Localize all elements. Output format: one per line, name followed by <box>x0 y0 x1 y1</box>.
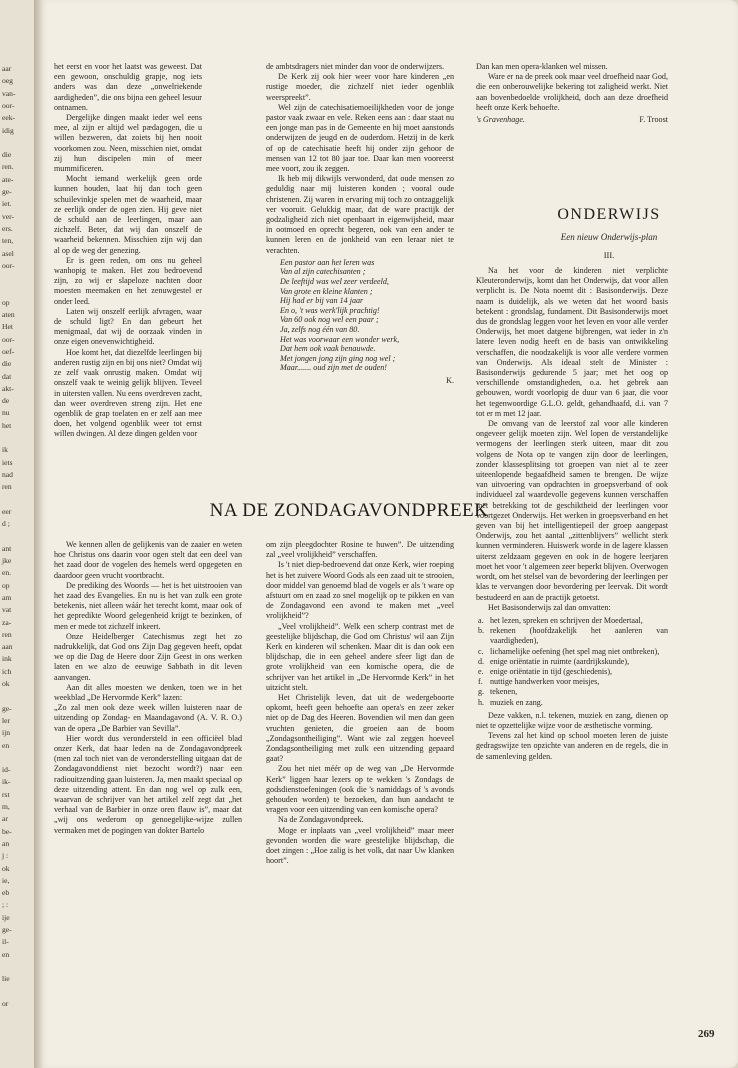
paragraph: Hoe komt het, dat diezelfde leerlingen bij anderen rustig zijn en bij ons niet? Omdat wij ze zelf vaak onrustig maken. Omdat wij onszelf vaak te weinig gelijk blijven. Teveel in uitersten vallen. Nu eens overdreven zacht, dan weer overdreven streng zijn. Het ene ogenblik de grap toelaten en er zelf aan mee doen, het volgend ogenblik weer tot ernst willen dwingen. Al deze dingen gelden voor <box>54 347 202 439</box>
article-column-left <box>54 540 242 1020</box>
list-letter: d. <box>478 656 485 666</box>
article-title-zondagavondpreek: NA DE ZONDAGAVONDPREEK <box>209 500 489 521</box>
page-number: 269 <box>698 1028 715 1040</box>
list-item <box>478 666 668 677</box>
facing-page-fragment: ik- <box>2 777 11 787</box>
paragraph: om zijn pleegdochter Rosine te huwen”. De uitzending zal „veel vrolijkheid” verschaffen. <box>266 540 454 560</box>
paragraph: Zou het niet méér op de weg van „De Hervormde Kerk” liggen haar lezers op te wekken 's Zondags de godsdienstoefeningen (ook die 's namiddags of 's avonds gehouden worden) te bezoeken, dan hun aandacht te vragen voor een uitzending van een komische opera? <box>266 764 454 815</box>
paragraph: De Kerk zij ook hier weer voor hare kinderen „en rustige moeder, die zichzelf niet ieder ogenblik weerspreekt”. <box>266 72 454 102</box>
facing-page-fragment: die <box>2 359 12 369</box>
paragraph: De prediking des Woords — het is het uitstrooien van het zaad des Evangelies. En nu is het van zulk een grote betekenis, niet alleen wáár het terecht komt, maar ook of het gepredikte Woord gelegenheid krijgt te bezinken, of men er mede tot zichzelf inkeert. <box>54 580 242 631</box>
paragraph: Na de Zondagavondpreek. <box>278 815 364 825</box>
list-item <box>478 687 668 697</box>
facing-page-fragment: oor- <box>2 100 15 110</box>
facing-page-fragment: oor- <box>2 260 15 270</box>
facing-page-fragment: id- <box>2 765 11 775</box>
facing-page-fragment: oeg <box>2 76 13 86</box>
paragraph: Het Christelijk leven, dat uit de wedergeboorte opkomt, heeft geen behoefte aan opera's en zeer zeker niet op de Dag des Heeren. Bovendien wil men dan geen vruchten genieten, die groeien aan de boom „Zondagsontheiliging”. Want wie zal zeggen hoeveel Zondagsontheiliging met zulk een uitzending gepaard gaat? <box>266 693 454 764</box>
facing-page-fragment: ate- <box>2 174 14 184</box>
facing-page-fragment: die <box>2 150 12 160</box>
facing-page-fragment: eek- <box>2 113 16 123</box>
list-item <box>478 697 668 708</box>
facing-page-fragment: il- <box>2 937 9 947</box>
poem-line: Het was voorwaar een wonder werk, <box>280 334 400 344</box>
facing-page-fragment: Het <box>2 322 13 332</box>
facing-page-fragment: iet. <box>2 199 12 209</box>
facing-page-fragment: en <box>2 740 10 750</box>
paragraph: Er is geen reden, om ons nu geheel wanhopig te maken. Het zou bedroevend zijn, zo wij er slapeloze nachten door moesten meemaken en het zenuwgestel er onder leed. <box>54 255 202 306</box>
facing-page-fragment: am <box>2 592 12 602</box>
paragraph: Dergelijke dingen maakt ieder wel eens mee, al zijn er altijd wel pædagogen, die u willen bezweren, dat zoiets bij hen nooit voorkomen zou. Neen, misschien niet, omdat zij hun discipelen min of meer mummificeren. <box>54 113 202 174</box>
facing-page-fragment: aten <box>2 310 15 319</box>
facing-page-fragment: en. <box>2 568 12 578</box>
facing-page-fragment: ijn <box>2 728 11 738</box>
facing-page-edge <box>0 0 34 1068</box>
facing-page-fragment: oef- <box>2 346 15 356</box>
facing-page-fragment: ver- <box>2 211 15 221</box>
facing-page-fragment: d ; <box>2 519 10 529</box>
facing-page-fragment: ar <box>2 814 8 824</box>
column-middle-top <box>266 62 454 476</box>
facing-page-fragment: ich <box>2 666 12 676</box>
facing-page-fragment: iets <box>2 457 13 467</box>
block-quote: „Zo zal men ook deze week willen luisteren naar de uitzending op Zondag- en Maandagavond (A. V. R. O.) van de opera „De Barbier van Sevilla”. <box>54 703 242 733</box>
poem <box>280 258 454 373</box>
paragraph: de ambtsdragers niet minder dan voor de onderwijzers. <box>266 62 445 71</box>
facing-page-fragment: ok <box>2 679 10 688</box>
facing-page-fragment: van- <box>2 88 16 98</box>
book-spine <box>34 0 44 1068</box>
list-text: tekenen, <box>490 687 518 697</box>
column-right-body <box>476 266 668 1014</box>
facing-page-fragment: ge- <box>2 925 12 934</box>
list-letter: a. <box>478 615 484 625</box>
facing-page-fragment: idig <box>2 125 14 135</box>
paragraph: Wel zijn de catechisatiemoeilijkheden voor de jonge pastor vaak zwaar en vele. Reken eens aan : daar staat nu een jonge man pas in de Gemeente en hij moet aanstonds onderwijzen de jeugd en de ouderdom. Hetzij in de kerk of op de catechisatie heeft hij onder zijn gehoor de mensen van 12 tot 80 jaar toe. Daar kan men vooreerst mee voort, zou ik zeggen. <box>266 102 454 174</box>
facing-page-fragment: rst <box>2 789 10 799</box>
facing-page-fragment: ers. <box>2 223 13 233</box>
paragraph: Deze vakken, n.l. tekenen, muziek en zang, dienen op niet te opzettelijke wijze voor de æsthetische vorming. <box>476 710 668 730</box>
place: 's Gravenhage. <box>476 115 525 125</box>
list-letter: f. <box>478 677 483 687</box>
paragraph: Dan kan men opera-klanken wel missen. <box>476 62 608 71</box>
section-title-onderwijs: ONDERWIJS <box>557 206 661 223</box>
facing-page-fragment: m, <box>2 802 10 811</box>
paragraph: Na het voor de kinderen niet verplichte Kleuteronderwijs, komt dan het Onderwijs, dat voor allen verplicht is. De Nota noemt dit : Basisonderwijs. Deze naam is duidelijk, als we weten dat het woord basis betekent : grondslag, fundament. Dit Basisonderwijs moet dus de grondslag leggen voor het leven en voor alle verder Onderwijs, het moet datgene bijbrengen, wat ieder in z'n latere leven nodig heeft en de basis van ontwikkeling verschaffen, die noodzakelijk is voor alle verdere vormen van Onderwijs. Als ideaal stelt de Minister : Basisonderwijs gedurende 5 jaar; met het oog op verschillende omstandigheden, o.a. het gebrek aan gebouwen, wordt voorlopig de duur van 6 jaar, die voor het tegenwoordige G.L.O. geldt, gehandhaafd, d.i. van 7 tot er m met 12 jaar. <box>476 266 668 418</box>
list-text: lichamelijke oefening (het spel mag niet ontbreken), <box>490 646 660 656</box>
poem-line: Met jongen jong zijn ging nog wel ; <box>280 353 396 363</box>
facing-page-fragment: ge- <box>2 187 12 196</box>
facing-page-fragment: ren. <box>2 162 14 172</box>
column-left-top <box>54 62 202 476</box>
poem-line: De leeftijd was wel zeer verdeeld, <box>280 277 389 287</box>
facing-page-fragment: eb <box>2 888 10 898</box>
facing-page-fragment: be- <box>2 826 12 836</box>
facing-page-fragment: ik <box>2 445 8 455</box>
facing-page-fragment: nu <box>2 408 10 418</box>
facing-page-fragment: lie <box>2 974 10 984</box>
list-item <box>478 615 668 626</box>
poem-line: Een pastor aan het leren was <box>280 257 375 267</box>
list-letter: b. <box>478 626 485 636</box>
list-letter: g. <box>478 687 485 697</box>
facing-page-fragment: ok <box>2 863 10 873</box>
paragraph: Laten wij onszelf eerlijk afvragen, waar de schuld ligt? En dan gebeurt het menigmaal, dat wij de oorzaak vinden in onze eigen onevenwichtigheid. <box>54 306 202 347</box>
facing-page-fragment: oor- <box>2 334 15 344</box>
facing-page-fragment: het <box>2 420 12 430</box>
paragraph: We kennen allen de gelijkenis van de zaaier en weten hoe Christus ons daarin voor ogen stelt dat een deel van het zaad door de vogelen des hemels werd opgegeten en daardoor geen vrucht voortbracht. <box>54 540 242 580</box>
paragraph: Aan dit alles moesten we denken, toen we in het weekblad „De Hervormde Kerk” lazen: <box>54 682 242 703</box>
poem-line: Hij had er bij van 14 jaar <box>280 296 364 306</box>
facing-page-fragment: ten, <box>2 236 14 246</box>
facing-page-fragment: asel <box>2 248 14 258</box>
facing-page-fragment: or <box>2 998 9 1008</box>
facing-page-fragment: aan <box>2 642 13 652</box>
facing-page-fragment: nad <box>2 469 13 479</box>
facing-page-fragment: ren <box>2 482 12 492</box>
paragraph: Hier wordt dus verondersteld in een officiëel blad onzer Kerk, dat haar leden na de Zondagavondpreek (men zal toch niet van de veronderstelling uitgaan dat de Zondagavonddienst niet bezocht wordt?) naar een radiouitzending gaan luisteren. Ja, men maakt speciaal op deze uitzending attent. En dan nog wel op zulk een, waarvan de schrijver van het artikel zelf zegt dat „het verhaal van de Barbier in onze oren flauw is”, maar dat „wij ons wederom op genoegelijke-wijze zullen vermaken met de pogingen van dokter Bartelo <box>54 733 242 835</box>
list-item <box>478 677 668 687</box>
paragraph: Mocht iemand werkelijk geen orde kunnen houden, laat hij dan toch geen schuilevinkje spelen met de waarheid, maar ze eerlijk onder de ogen zien. Hij geve niet de schuld aan de leerlingen, maar aan zichzelf. Beter, dat wij dan onszelf de waarheid bekennen. Misschien zijn wij dan al op de weg der genezing. <box>54 174 202 255</box>
facing-page-fragment: jke <box>2 556 12 565</box>
facing-page-fragment: ie, <box>2 875 10 885</box>
list-text: enige oriëntatie in tijd (geschiedenis), <box>490 666 613 676</box>
facing-page-fragment: j : <box>2 851 9 861</box>
facing-page-fragment: aar <box>2 64 12 73</box>
poem-line: Maar....... oud zijn met de ouden! <box>280 363 388 373</box>
facing-page-fragment: eer <box>2 506 12 516</box>
paragraph: „Veel vrolijkheid”. Welk een scherp contrast met de geestelijke blijdschap, die God om Christus' wil aan Zijn Kerk en kinderen wil schenken. Maar dit is dan ook een blijdschap, die in een geheel andere sfeer ligt dan de grote vrolijkheid van een komische opera, die de schrijver van het artikel in „De Hervormde Kerk” in het uitzicht stelt. <box>266 621 454 692</box>
list-letter: c. <box>478 646 484 656</box>
facing-page-fragment: vat <box>2 605 12 615</box>
paragraph: het eerst en voor het laatst was geweest. Dat een gewoon, onschuldig grapje, nog iets anders was dan deze „onwelriekende aardigheden”, die ons bijna een geheel lesuur ontnamen. <box>54 62 202 112</box>
facing-page-fragment: ge- <box>2 703 12 713</box>
subject-list <box>476 616 668 708</box>
poem-line: Van grote en kleine klanten ; <box>280 286 373 296</box>
facing-page-fragment: op <box>2 297 10 307</box>
facing-page-fragment: za- <box>2 617 12 627</box>
paragraph: Is 't niet diep-bedroevend dat onze Kerk, wier roeping het is het zuivere Woord Gods als een zaad uit te strooien, door middel van genoemd blad de vogels er als 't ware op afstuurt om en zaad zo snel mogelijk op te pikken en van de Zondagavond een avond te maken met „veel vrolijkheid”? <box>266 560 454 621</box>
paragraph: De omvang van de leerstof zal voor alle kinderen ongeveer gelijk moeten zijn. Wel lopen de verstandelijke vermogens der leerlingen sterk uiteen, maar dit zou volgens de Nota op te vangen zijn door de leerlingen, zonder klassesplitsing tot groepen van niet al te zeer uiteenlopende begaafdheid samen te brengen. De wijze van uitvoering van opdrachten in groepsverband of ook individueel zal waardevolle gegevens kunnen verschaffen met betrekking tot de geschiktheid der leerlingen voor voortgezet Onderwijs. Het werken in groepsverband en het geven van bij het intelligentiepeil der groep aangepast Onderwijs, zou het aantal „zittenblijvers” wellicht sterk kunnen verminderen. Huiswerk worde in de lagere klassen uiterst zeldzaam gegeven en ook in de hogere leerjaren moet het voor 't algemeen zeer beperkt blijven. Overwogen wordt, om het stelsel van de bevordering der leerlingen per klas te vervangen door bevordering per leervak. Dit wordt bestudeerd en aan de practijk getoetst. <box>476 419 668 602</box>
facing-page-fragment: de <box>2 396 10 406</box>
facing-page-fragment: ren <box>2 629 12 639</box>
poem-line: Dat hem ook vaak benauwde. <box>280 344 376 354</box>
facing-page-fragment: ler <box>2 715 11 725</box>
signature-row <box>476 115 668 125</box>
list-text: muziek en zang. <box>490 697 543 707</box>
column-right-top <box>476 62 668 162</box>
page <box>44 0 738 1068</box>
facing-page-fragment: ije <box>2 912 10 922</box>
paragraph: Ware er na de preek ook maar veel droefheid naar God, die een onberouwelijke bekering tot zaligheid werkt. Niet aan bovenbedoelde vrolijkheid, doch aan deze droefheid heeft onze Kerk behoefte. <box>476 72 668 112</box>
facing-page-fragment: an <box>2 838 10 848</box>
poem-line: En o, 't was werk'lijk prachtig! <box>280 305 380 315</box>
facing-page-fragment: dat <box>2 371 12 381</box>
list-text: het lezen, spreken en schrijven der Moedertaal, <box>490 615 643 625</box>
author: F. Troost <box>639 115 668 125</box>
poem-line: Ja, zelfs nog één van 80. <box>280 325 360 335</box>
list-text: rekenen (hoofdzakelijk het aanleren van vaardigheden), <box>490 626 668 646</box>
list-text: nuttige handwerken voor meisjes, <box>490 677 600 687</box>
facing-page-fragment: op <box>2 580 10 590</box>
paragraph: Ik heb mij dikwijls verwonderd, dat oude mensen zo geduldig naar mij luisteren konden ; vooral oude christenen. Zij waren in ervaring mij toch zo ontzaggelijk ver vooruit. Gelukkig maar, dat de ware practijk der godzaligheid zich niet openbaart in eigenwijsheid, maar in ootmoed en oprecht begeren, ook van een ander te kunnen leren en de jonkheid van een leraar niet te verachten. <box>266 174 454 255</box>
poem-line: Van al zijn catechisanten ; <box>280 267 366 277</box>
part-number: III. <box>603 250 615 260</box>
paragraph: Moge er inplaats van „veel vrolijkheid” maar meer gevonden worden die ware geestelijke blijdschap, die doet zingen : „Hoe zalig is het volk, dat naar Uw klanken hoort”. <box>266 825 454 866</box>
section-subtitle: Een nieuw Onderwijs-plan <box>560 232 658 242</box>
list-letter: e. <box>478 666 484 676</box>
list-letter: h. <box>478 697 485 707</box>
paragraph: Het Basisonderwijs zal dan omvatten: <box>488 602 611 612</box>
poem-line: Van 60 ook nog wel een paar ; <box>280 315 379 325</box>
facing-page-fragment: ant <box>2 543 12 553</box>
facing-page-fragment: ; : <box>2 900 9 910</box>
article-column-right <box>266 540 454 1020</box>
facing-page-fragment: akt- <box>2 383 14 393</box>
facing-page-fragment: ink <box>2 654 12 664</box>
list-item <box>478 656 668 667</box>
list-item <box>478 626 668 646</box>
list-item <box>478 646 668 657</box>
facing-page-fragment: en <box>2 949 10 959</box>
paragraph: Tevens zal het kind op school moeten leren de juiste gedragswijze ten opzichte van anderen en de regels, die in de samenleving gelden. <box>476 731 668 761</box>
list-text: enige oriëntatie in ruimte (aardrijkskunde), <box>490 656 630 666</box>
author-initial: K. <box>446 375 454 385</box>
paragraph: Onze Heidelberger Catechismus zegt het zo nadrukkelijk, dat God ons Zijn Dag gegeven heeft, opdat we op die Dag de Heere door Zijn Geest in ons werken laten en we alzo de eeuwige Sabbath in dit leven aanvangen. <box>54 631 242 682</box>
